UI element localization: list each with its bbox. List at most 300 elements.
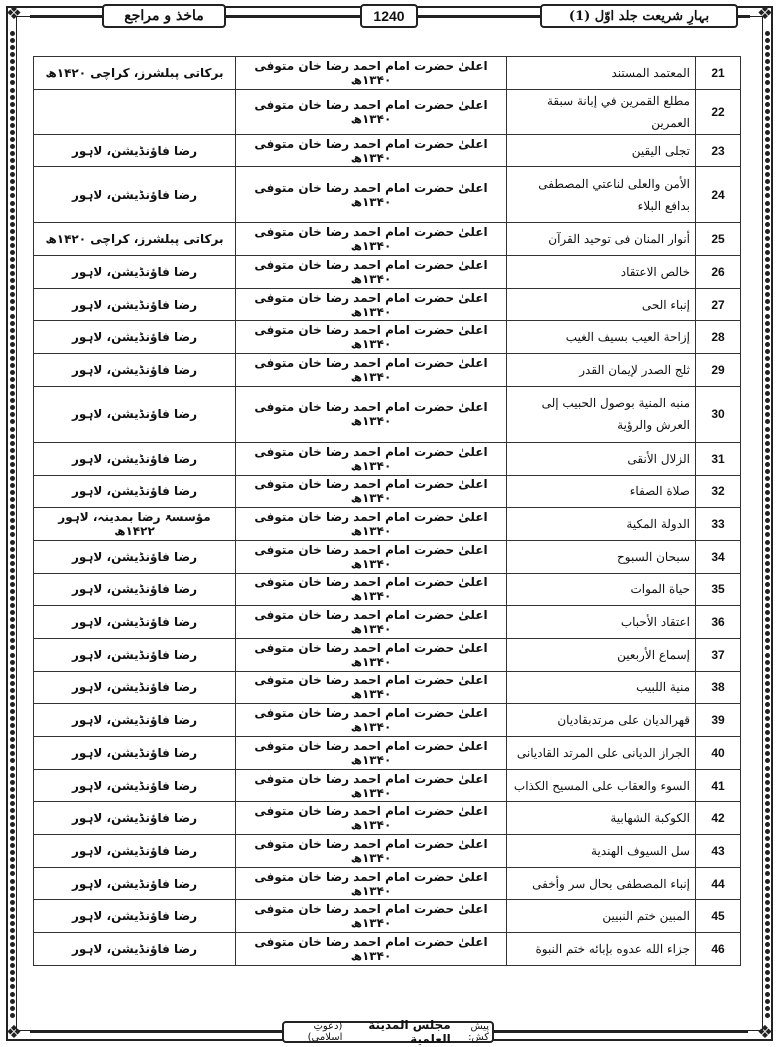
author-cell: اعلیٰ حضرت امام احمد رضا خان متوفی ۱۳۴۰ھ: [236, 540, 507, 573]
author-cell: اعلیٰ حضرت امام احمد رضا خان متوفی ۱۳۴۰ھ: [236, 737, 507, 770]
chain-bead-icon: [765, 511, 770, 516]
chain-bead-icon: [10, 52, 15, 57]
chain-bead-icon: [765, 462, 770, 467]
chain-bead-icon: [765, 455, 770, 460]
chain-bead-icon: [10, 292, 15, 297]
chain-bead-icon: [765, 921, 770, 926]
author-cell: اعلیٰ حضرت امام احمد رضا خان متوفی ۱۳۴۰ھ: [236, 769, 507, 802]
chain-bead-icon: [10, 758, 15, 763]
title-cell: الزلال الأنقی: [507, 442, 696, 475]
chain-bead-icon: [10, 773, 15, 778]
chain-bead-icon: [10, 193, 15, 198]
chain-bead-icon: [10, 102, 15, 107]
title-cell: الدولة المکیة: [507, 508, 696, 541]
chain-bead-icon: [10, 299, 15, 304]
book-title: بہارِ شریعت جلد اوّل (1): [540, 4, 738, 28]
table-row: [34, 671, 741, 704]
publisher-cell: رضا فاؤنڈیشن، لاہور: [34, 386, 236, 442]
chain-bead-icon: [10, 1013, 15, 1018]
publisher-cell: مؤسسۃ رضا بمدینہ، لاہور ۱۴۲۲ھ: [34, 508, 236, 541]
chain-bead-icon: [765, 165, 770, 170]
chain-bead-icon: [10, 356, 15, 361]
table-row: [34, 737, 741, 770]
table-row: [34, 167, 741, 223]
publisher-cell: رضا فاؤنڈیشن، لاہور: [34, 288, 236, 321]
chain-bead-icon: [765, 59, 770, 64]
chain-bead-icon: [10, 398, 15, 403]
chain-bead-icon: [10, 201, 15, 206]
chain-bead-icon: [10, 328, 15, 333]
corner-ornament-icon: ❖: [5, 3, 23, 24]
publisher-cell: رضا فاؤنڈیشن، لاہور: [34, 867, 236, 900]
chain-bead-icon: [765, 751, 770, 756]
chain-bead-icon: [10, 59, 15, 64]
chain-bead-icon: [10, 970, 15, 975]
title-cell: الأمن والعلی لناعتي المصطفی بدافع البلاء: [507, 167, 696, 223]
chain-bead-icon: [765, 144, 770, 149]
chain-bead-icon: [10, 554, 15, 559]
chain-bead-icon: [765, 45, 770, 50]
chain-bead-icon: [765, 469, 770, 474]
chain-bead-icon: [765, 554, 770, 559]
chain-bead-icon: [10, 229, 15, 234]
author-cell: اعلیٰ حضرت امام احمد رضا خان متوفی ۱۳۴۰ھ: [236, 442, 507, 475]
chain-bead-icon: [765, 709, 770, 714]
chain-bead-icon: [10, 497, 15, 502]
row-number-cell: 28: [696, 321, 741, 354]
row-number-cell: 38: [696, 671, 741, 704]
chain-bead-icon: [765, 617, 770, 622]
footer-credit: [282, 1018, 494, 1046]
chain-bead-icon: [10, 660, 15, 665]
author-cell: اعلیٰ حضرت امام احمد رضا خان متوفی ۱۳۴۰ھ: [236, 835, 507, 868]
chain-bead-icon: [765, 956, 770, 961]
table-row: [34, 638, 741, 671]
chain-bead-icon: [10, 123, 15, 128]
chain-bead-icon: [765, 575, 770, 580]
chain-bead-icon: [765, 321, 770, 326]
chain-bead-icon: [765, 907, 770, 912]
table-row: [34, 540, 741, 573]
chain-bead-icon: [10, 314, 15, 319]
chain-bead-icon: [765, 886, 770, 891]
chain-bead-icon: [10, 109, 15, 114]
chain-bead-icon: [765, 328, 770, 333]
chain-bead-icon: [765, 356, 770, 361]
chain-bead-icon: [765, 441, 770, 446]
chain-bead-icon: [10, 186, 15, 191]
chain-bead-icon: [765, 518, 770, 523]
author-cell: اعلیٰ حضرت امام احمد رضا خان متوفی ۱۳۴۰ھ: [236, 508, 507, 541]
chain-bead-icon: [765, 949, 770, 954]
chain-bead-icon: [765, 992, 770, 997]
chain-bead-icon: [765, 737, 770, 742]
chain-bead-icon: [765, 102, 770, 107]
chain-bead-icon: [10, 236, 15, 241]
title-cell: سل السیوف الهندیة: [507, 835, 696, 868]
chain-bead-icon: [10, 165, 15, 170]
chain-bead-icon: [10, 568, 15, 573]
chain-bead-icon: [10, 504, 15, 509]
publisher-cell: رضا فاؤنڈیشن، لاہور: [34, 442, 236, 475]
chain-bead-icon: [765, 349, 770, 354]
chain-bead-icon: [10, 469, 15, 474]
publisher-cell: رضا فاؤنڈیشن، لاہور: [34, 704, 236, 737]
chain-bead-icon: [10, 278, 15, 283]
row-number-cell: 46: [696, 933, 741, 966]
table-row: [34, 508, 741, 541]
title-cell: الجراز الدیانی علی المرتد القادیانی: [507, 737, 696, 770]
chain-bead-icon: [765, 342, 770, 347]
table-row: [34, 288, 741, 321]
chain-bead-icon: [10, 271, 15, 276]
author-cell: اعلیٰ حضرت امام احمد رضا خان متوفی ۱۳۴۰ھ: [236, 802, 507, 835]
chain-bead-icon: [765, 504, 770, 509]
chain-bead-icon: [765, 1013, 770, 1018]
chain-bead-icon: [765, 914, 770, 919]
title-cell: اعتقاد الأحباب: [507, 606, 696, 639]
chain-bead-icon: [10, 617, 15, 622]
chain-bead-icon: [10, 321, 15, 326]
publisher-cell: رضا فاؤنڈیشن، لاہور: [34, 256, 236, 289]
references-table: [33, 56, 741, 966]
author-cell: اعلیٰ حضرت امام احمد رضا خان متوفی ۱۳۴۰ھ: [236, 475, 507, 508]
chain-bead-icon: [765, 794, 770, 799]
chain-bead-icon: [10, 681, 15, 686]
chain-bead-icon: [765, 137, 770, 142]
author-cell: اعلیٰ حضرت امام احمد رضا خان متوفی ۱۳۴۰ھ: [236, 386, 507, 442]
chain-bead-icon: [765, 730, 770, 735]
chain-bead-icon: [10, 215, 15, 220]
chain-bead-icon: [10, 935, 15, 940]
chain-bead-icon: [10, 808, 15, 813]
table-row: [34, 223, 741, 256]
publisher-cell: رضا فاؤنڈیشن، لاہور: [34, 900, 236, 933]
chain-bead-icon: [10, 984, 15, 989]
chain-bead-icon: [10, 441, 15, 446]
title-cell: منیة اللبیب: [507, 671, 696, 704]
chain-bead-icon: [10, 914, 15, 919]
publisher-cell: [34, 89, 236, 134]
title-cell: إنباء الحی: [507, 288, 696, 321]
table-row: [34, 769, 741, 802]
chain-bead-icon: [10, 349, 15, 354]
chain-bead-icon: [765, 405, 770, 410]
chain-bead-icon: [10, 730, 15, 735]
chain-bead-icon: [765, 984, 770, 989]
publisher-cell: رضا فاؤنڈیشن، لاہور: [34, 354, 236, 387]
chain-bead-icon: [10, 31, 15, 36]
publisher-cell: رضا فاؤنڈیشن، لاہور: [34, 933, 236, 966]
author-cell: اعلیٰ حضرت امام احمد رضا خان متوفی ۱۳۴۰ھ: [236, 638, 507, 671]
chain-bead-icon: [10, 80, 15, 85]
title-cell: إسماع الأربعین: [507, 638, 696, 671]
table-row: [34, 57, 741, 90]
chain-bead-icon: [765, 243, 770, 248]
chain-bead-icon: [765, 864, 770, 869]
publisher-cell: رضا فاؤنڈیشن، لاہور: [34, 167, 236, 223]
chain-bead-icon: [765, 808, 770, 813]
author-cell: اعلیٰ حضرت امام احمد رضا خان متوفی ۱۳۴۰ھ: [236, 867, 507, 900]
chain-bead-icon: [10, 363, 15, 368]
chain-bead-icon: [765, 716, 770, 721]
chain-bead-icon: [765, 201, 770, 206]
chain-bead-icon: [765, 363, 770, 368]
chain-bead-icon: [10, 829, 15, 834]
chain-bead-icon: [765, 95, 770, 100]
publisher-cell: رضا فاؤنڈیشن، لاہور: [34, 134, 236, 167]
chain-bead-icon: [10, 532, 15, 537]
chain-bead-icon: [10, 688, 15, 693]
chain-bead-icon: [765, 547, 770, 552]
author-cell: اعلیٰ حضرت امام احمد رضا خان متوفی ۱۳۴۰ھ: [236, 167, 507, 223]
table-row: [34, 933, 741, 966]
author-cell: اعلیٰ حضرت امام احمد رضا خان متوفی ۱۳۴۰ھ: [236, 900, 507, 933]
chain-bead-icon: [10, 243, 15, 248]
chain-bead-icon: [765, 490, 770, 495]
title-cell: قهرالدیان علی مرتدبقادیان: [507, 704, 696, 737]
chain-bead-icon: [10, 264, 15, 269]
chain-bead-icon: [10, 589, 15, 594]
publisher-cell: برکاتی پبلشرز، کراچی ۱۴۲۰ھ: [34, 57, 236, 90]
chain-bead-icon: [765, 151, 770, 156]
chain-bead-icon: [765, 688, 770, 693]
chain-bead-icon: [765, 596, 770, 601]
row-number-cell: 25: [696, 223, 741, 256]
row-number-cell: 27: [696, 288, 741, 321]
title-cell: إزاحة العیب بسیف الغیب: [507, 321, 696, 354]
table-row: [34, 442, 741, 475]
chain-bead-icon: [765, 109, 770, 114]
chain-bead-icon: [765, 398, 770, 403]
chain-bead-icon: [765, 758, 770, 763]
chain-bead-icon: [765, 829, 770, 834]
chain-bead-icon: [10, 596, 15, 601]
publisher-cell: رضا فاؤنڈیشن، لاہور: [34, 573, 236, 606]
row-number-cell: 41: [696, 769, 741, 802]
chain-bead-icon: [10, 723, 15, 728]
chain-bead-icon: [10, 702, 15, 707]
chain-bead-icon: [765, 624, 770, 629]
chain-bead-icon: [765, 879, 770, 884]
chain-bead-icon: [10, 886, 15, 891]
publisher-cell: برکاتی پبلشرز، کراچی ۱۴۲۰ھ: [34, 223, 236, 256]
author-cell: اعلیٰ حضرت امام احمد رضا خان متوفی ۱۳۴۰ھ: [236, 606, 507, 639]
row-number-cell: 45: [696, 900, 741, 933]
title-cell: تجلی الیقین: [507, 134, 696, 167]
author-cell: اعلیٰ حضرت امام احمد رضا خان متوفی ۱۳۴۰ھ: [236, 704, 507, 737]
title-cell: إنباء المصطفی بحال سر وأخفی: [507, 867, 696, 900]
table-row: [34, 704, 741, 737]
author-cell: اعلیٰ حضرت امام احمد رضا خان متوفی ۱۳۴۰ھ: [236, 288, 507, 321]
title-cell: سبحان السبوح: [507, 540, 696, 573]
chain-bead-icon: [765, 116, 770, 121]
chain-bead-icon: [10, 525, 15, 530]
chain-bead-icon: [765, 314, 770, 319]
section-title: ماخذ و مراجع: [102, 4, 226, 28]
table-row: [34, 867, 741, 900]
author-cell: اعلیٰ حضرت امام احمد رضا خان متوفی ۱۳۴۰ھ: [236, 134, 507, 167]
chain-bead-icon: [765, 335, 770, 340]
chain-bead-icon: [765, 208, 770, 213]
chain-bead-icon: [765, 850, 770, 855]
chain-bead-icon: [10, 412, 15, 417]
chain-bead-icon: [10, 335, 15, 340]
publisher-cell: رضا فاؤنڈیشن، لاہور: [34, 835, 236, 868]
chain-bead-icon: [765, 257, 770, 262]
chain-bead-icon: [765, 610, 770, 615]
author-cell: اعلیٰ حضرت امام احمد رضا خان متوفی ۱۳۴۰ھ: [236, 57, 507, 90]
chain-bead-icon: [10, 674, 15, 679]
chain-bead-icon: [10, 999, 15, 1004]
chain-bead-icon: [765, 427, 770, 432]
chain-bead-icon: [10, 384, 15, 389]
table-row: [34, 802, 741, 835]
chain-bead-icon: [765, 801, 770, 806]
chain-bead-icon: [10, 419, 15, 424]
chain-bead-icon: [765, 667, 770, 672]
table-row: [34, 900, 741, 933]
chain-bead-icon: [765, 935, 770, 940]
author-cell: اعلیٰ حضرت امام احمد رضا خان متوفی ۱۳۴۰ھ: [236, 256, 507, 289]
chain-bead-icon: [765, 236, 770, 241]
chain-bead-icon: [10, 462, 15, 467]
chain-bead-icon: [765, 497, 770, 502]
chain-bead-icon: [765, 695, 770, 700]
chain-bead-icon: [10, 476, 15, 481]
chain-bead-icon: [765, 483, 770, 488]
chain-bead-icon: [10, 561, 15, 566]
chain-bead-icon: [10, 836, 15, 841]
row-number-cell: 24: [696, 167, 741, 223]
chain-bead-icon: [765, 561, 770, 566]
chain-bead-icon: [10, 455, 15, 460]
publisher-cell: رضا فاؤنڈیشن، لاہور: [34, 769, 236, 802]
chain-bead-icon: [10, 843, 15, 848]
chain-bead-icon: [765, 271, 770, 276]
chain-bead-icon: [10, 956, 15, 961]
chain-bead-icon: [765, 653, 770, 658]
row-number-cell: 36: [696, 606, 741, 639]
chain-bead-icon: [10, 38, 15, 43]
author-cell: اعلیٰ حضرت امام احمد رضا خان متوفی ۱۳۴۰ھ: [236, 573, 507, 606]
chain-bead-icon: [10, 518, 15, 523]
decorative-chain-right: [763, 30, 771, 1020]
chain-bead-icon: [10, 963, 15, 968]
table-row: [34, 386, 741, 442]
publisher-cell: رضا فاؤنڈیشن، لاہور: [34, 540, 236, 573]
chain-bead-icon: [765, 384, 770, 389]
row-number-cell: 40: [696, 737, 741, 770]
chain-bead-icon: [765, 773, 770, 778]
chain-bead-icon: [10, 511, 15, 516]
chain-bead-icon: [10, 158, 15, 163]
chain-bead-icon: [10, 151, 15, 156]
publisher-cell: رضا فاؤنڈیشن، لاہور: [34, 321, 236, 354]
row-number-cell: 22: [696, 89, 741, 134]
table-row: [34, 606, 741, 639]
row-number-cell: 21: [696, 57, 741, 90]
chain-bead-icon: [765, 900, 770, 905]
chain-bead-icon: [765, 186, 770, 191]
publisher-cell: رضا فاؤنڈیشن، لاہور: [34, 802, 236, 835]
chain-bead-icon: [765, 158, 770, 163]
chain-bead-icon: [10, 427, 15, 432]
row-number-cell: 23: [696, 134, 741, 167]
row-number-cell: 30: [696, 386, 741, 442]
chain-bead-icon: [765, 66, 770, 71]
chain-bead-icon: [10, 285, 15, 290]
chain-bead-icon: [10, 370, 15, 375]
author-cell: اعلیٰ حضرت امام احمد رضا خان متوفی ۱۳۴۰ھ: [236, 671, 507, 704]
chain-bead-icon: [765, 631, 770, 636]
chain-bead-icon: [10, 250, 15, 255]
title-cell: ثلج الصدر لإیمان القدر: [507, 354, 696, 387]
chain-bead-icon: [10, 582, 15, 587]
chain-bead-icon: [10, 857, 15, 862]
chain-bead-icon: [765, 540, 770, 545]
chain-bead-icon: [10, 603, 15, 608]
chain-bead-icon: [765, 31, 770, 36]
chain-bead-icon: [765, 674, 770, 679]
table-row: [34, 573, 741, 606]
chain-bead-icon: [10, 992, 15, 997]
title-cell: صلاة الصفاء: [507, 475, 696, 508]
chain-bead-icon: [765, 723, 770, 728]
chain-bead-icon: [10, 610, 15, 615]
row-number-cell: 39: [696, 704, 741, 737]
chain-bead-icon: [10, 709, 15, 714]
chain-bead-icon: [765, 215, 770, 220]
footer-presented-by: پیش کش:: [468, 1021, 489, 1043]
chain-bead-icon: [10, 744, 15, 749]
chain-bead-icon: [10, 794, 15, 799]
chain-bead-icon: [765, 130, 770, 135]
chain-bead-icon: [10, 391, 15, 396]
chain-bead-icon: [765, 476, 770, 481]
chain-bead-icon: [765, 843, 770, 848]
chain-bead-icon: [765, 568, 770, 573]
chain-bead-icon: [10, 977, 15, 982]
chain-bead-icon: [10, 949, 15, 954]
header-rule: [30, 15, 102, 18]
row-number-cell: 37: [696, 638, 741, 671]
chain-bead-icon: [10, 547, 15, 552]
chain-bead-icon: [10, 172, 15, 177]
row-number-cell: 44: [696, 867, 741, 900]
chain-bead-icon: [765, 306, 770, 311]
chain-bead-icon: [765, 787, 770, 792]
corner-ornament-icon: ❖: [756, 1022, 774, 1043]
chain-bead-icon: [10, 893, 15, 898]
author-cell: اعلیٰ حضرت امام احمد رضا خان متوفی ۱۳۴۰ھ: [236, 89, 507, 134]
publisher-cell: رضا فاؤنڈیشن، لاہور: [34, 671, 236, 704]
title-cell: أنوار المنان فی توحید القرآن: [507, 223, 696, 256]
publisher-cell: رضا فاؤنڈیشن، لاہور: [34, 638, 236, 671]
chain-bead-icon: [765, 377, 770, 382]
chain-bead-icon: [10, 638, 15, 643]
table-row: [34, 89, 741, 134]
chain-bead-icon: [10, 88, 15, 93]
title-cell: منبه المنیة بوصول الحبیب إلی العرش والرؤیة: [507, 386, 696, 442]
chain-bead-icon: [765, 250, 770, 255]
chain-bead-icon: [10, 822, 15, 827]
chain-bead-icon: [10, 737, 15, 742]
chain-bead-icon: [10, 928, 15, 933]
chain-bead-icon: [10, 448, 15, 453]
chain-bead-icon: [765, 264, 770, 269]
chain-bead-icon: [765, 285, 770, 290]
